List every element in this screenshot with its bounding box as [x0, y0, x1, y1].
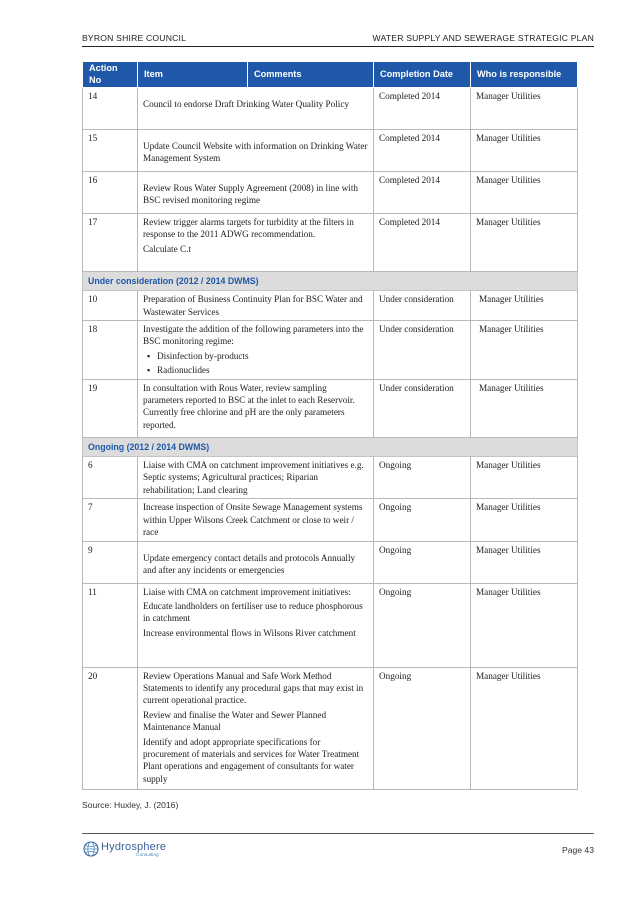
action-no: 18: [83, 321, 138, 380]
action-no: 15: [83, 129, 138, 171]
logo-name: Hydrosphere: [101, 841, 167, 853]
action-item: Preparation of Business Continuity Plan for BSC Water and Wastewater Services: [138, 291, 374, 321]
action-no: 10: [83, 291, 138, 321]
item-text: Liaise with CMA on catchment improvement initiatives:: [143, 586, 351, 597]
section-title: Under consideration (2012 / 2014 DWMS): [83, 271, 578, 290]
action-item: In consultation with Rous Water, review sampling parameters reported to BSC at the inlet to each Reservoir. Currently free chlorine and pH are the only parameters reported.: [138, 379, 374, 437]
responsible: Manager Utilities: [471, 457, 578, 499]
completion-date: Under consideration: [374, 321, 471, 380]
responsible: Manager Utilities: [471, 171, 578, 213]
action-item: [138, 499, 374, 541]
item-text: Educate landholders on fertiliser use to reduce phosphorous in catchment: [143, 600, 363, 624]
item-text: Review and finalise the Water and Sewer Planned Maintenance Manual: [143, 709, 327, 733]
completion-date: Completed 2014: [374, 129, 471, 171]
action-item: [138, 583, 374, 667]
responsible: Manager Utilities: [471, 583, 578, 667]
item-text: Update Council Website with information on Drinking Water Management System: [143, 140, 368, 164]
completion-date: Completed 2014: [374, 213, 471, 271]
completion-date: Ongoing: [374, 457, 471, 499]
action-no: 6: [83, 457, 138, 499]
responsible: Manager Utilities: [471, 291, 578, 321]
header-divider: [82, 46, 594, 47]
action-item: [138, 171, 374, 213]
item-text: Increase inspection of Onsite Sewage Management systems within Upper Wilsons Creek Catchment or close to weir / race: [143, 502, 363, 538]
action-item: [138, 213, 374, 271]
page-number: Page 43: [561, 845, 594, 855]
completion-date: Under consideration: [374, 379, 471, 437]
action-no: 11: [83, 583, 138, 667]
completion-date: Completed 2014: [374, 171, 471, 213]
responsible: Manager Utilities: [471, 87, 578, 129]
table-header-row: [83, 62, 578, 88]
col-header-comments: Comments: [248, 62, 374, 88]
col-header-action-no: Action No: [83, 62, 138, 88]
logo-subtitle: Consulting: [136, 853, 159, 858]
responsible: Manager Utilities: [471, 379, 578, 437]
action-item: [138, 541, 374, 583]
completion-date: Ongoing: [374, 667, 471, 789]
col-header-who-responsible: Who is responsible: [471, 62, 578, 88]
completion-date: Under consideration: [374, 291, 471, 321]
completion-date: Ongoing: [374, 499, 471, 541]
table-row: [83, 171, 578, 213]
table-row: [83, 499, 578, 541]
action-item: [138, 457, 374, 499]
table-row: [83, 667, 578, 789]
action-no: 7: [83, 499, 138, 541]
action-no: 14: [83, 87, 138, 129]
item-text: Identify and adopt appropriate specifications for procurement of materials and services for Water Treatment Plant operations and engagement of consultants for water supply: [143, 736, 360, 784]
table-row: [83, 129, 578, 171]
responsible: Manager Utilities: [471, 129, 578, 171]
list-item: ▪ Disinfection by-products: [143, 350, 368, 362]
header-organisation: BYRON SHIRE COUNCIL: [82, 33, 187, 43]
responsible: Manager Utilities: [471, 499, 578, 541]
table-row: [83, 291, 578, 321]
table-row: [83, 213, 578, 271]
item-text: Review Operations Manual and Safe Work Method Statements to identify any procedural gaps that may exist in current operational practice.: [143, 670, 364, 706]
responsible: Manager Utilities: [471, 541, 578, 583]
item-text: Calculate C.t: [143, 243, 191, 254]
responsible: Manager Utilities: [471, 213, 578, 271]
completion-date: Ongoing: [374, 541, 471, 583]
table-source-note: Source: Huxley, J. (2016): [82, 800, 179, 810]
item-text: Increase environmental flows in Wilsons River catchment: [143, 627, 356, 638]
header-document-title: WATER SUPPLY AND SEWERAGE STRATEGIC PLAN: [372, 33, 594, 43]
item-text: Council to endorse Draft Drinking Water Quality Policy: [143, 98, 350, 109]
item-text: Update emergency contact details and protocols Annually and after any incidents or emergencies: [143, 552, 356, 575]
action-no: 16: [83, 171, 138, 213]
action-no: 19: [83, 379, 138, 437]
table-row: [83, 87, 578, 129]
table-row: [83, 457, 578, 499]
completion-date: Completed 2014: [374, 87, 471, 129]
list-item: ▪ Radionuclides: [143, 364, 368, 376]
responsible: Manager Utilities: [471, 321, 578, 380]
col-header-completion-date: Completion Date: [374, 62, 471, 88]
hydrosphere-globe-icon: [82, 840, 100, 858]
action-item: [138, 87, 374, 129]
section-row-under-consideration: [83, 271, 578, 290]
action-no: 9: [83, 541, 138, 583]
section-title: Ongoing (2012 / 2014 DWMS): [83, 437, 578, 456]
table-row: [83, 379, 578, 437]
completion-date: Ongoing: [374, 583, 471, 667]
action-item: [138, 129, 374, 171]
hydrosphere-logo: [82, 840, 192, 862]
col-header-item: Item: [138, 62, 248, 88]
action-item: [138, 667, 374, 789]
section-row-ongoing: [83, 437, 578, 456]
footer-divider: [82, 833, 594, 834]
table-row: [83, 541, 578, 583]
item-text: Review trigger alarms targets for turbidity at the filters in response to the 2011 ADWG recommendation.: [143, 216, 354, 240]
table-row: [83, 321, 578, 380]
action-table: [82, 61, 578, 790]
responsible: Manager Utilities: [471, 667, 578, 789]
action-no: 20: [83, 667, 138, 789]
item-text: Review Rous Water Supply Agreement (2008) in line with BSC revised monitoring regime: [143, 182, 358, 206]
table-row: [83, 583, 578, 667]
parameter-list: [143, 350, 368, 377]
action-item: [138, 321, 374, 380]
item-text: Liaise with CMA on catchment improvement initiatives e.g. Septic systems; Agricultural practices; Riparian rehabilitation; Land clearing: [143, 460, 364, 495]
item-text: Investigate the addition of the following parameters into the BSC monitoring regime:: [143, 324, 364, 347]
action-no: 17: [83, 213, 138, 271]
